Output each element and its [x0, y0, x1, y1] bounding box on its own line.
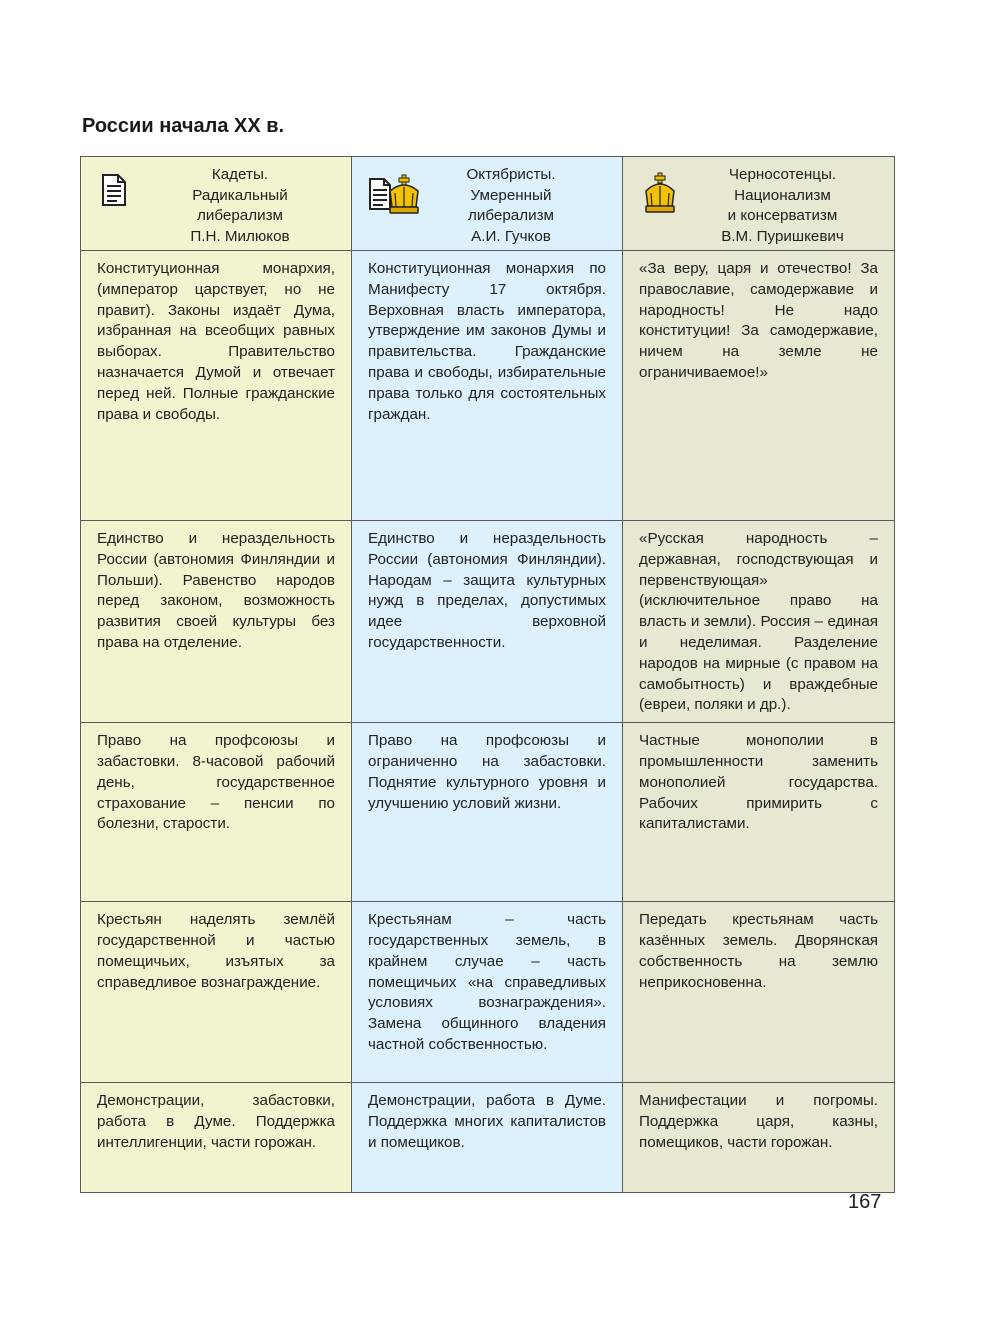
table-row	[81, 1083, 895, 1193]
header-black-hundreds	[623, 157, 895, 251]
table-cell: Право на профсоюзы и ограниченно на забастовки. Поднятие культурного уровня и улучшению условий жизни.	[352, 723, 623, 902]
header-cadets	[81, 157, 352, 251]
table-row	[81, 251, 895, 521]
parties-table	[80, 156, 895, 1193]
header-black-hundreds-text: Черносотенцы. Национализм и консерватизм В.М. Пуришкевич	[721, 166, 844, 245]
header-cadets-text: Кадеты. Радикальный либерализм П.Н. Милюков	[190, 166, 290, 245]
header-row	[81, 157, 895, 251]
table-row	[81, 521, 895, 723]
table-cell: Манифестации и погромы. Поддержка царя, казны, помещиков, части горожан.	[623, 1083, 895, 1193]
table-cell: Частные монополии в промышленности заменить монополией государства. Рабочих примирить с капиталистами.	[623, 723, 895, 902]
table-row	[81, 902, 895, 1083]
table-cell: Демонстрации, забастовки, работа в Думе. Поддержка интеллигенции, части горожан.	[81, 1083, 352, 1193]
table-cell: Единство и нераздельность России (автономия Финляндии). Народам – защита культурных нужд в пределах, допустимых идее верховной государственности.	[352, 521, 623, 723]
table-cell: Передать крестьянам часть казённых земель. Дворянская собственность на землю неприкосновенна.	[623, 902, 895, 1083]
crown-icon	[643, 171, 677, 222]
table-row	[81, 723, 895, 902]
table-cell: Крестьян наделять землёй государственной и частью помещичьих, изъятых за справедливое вознаграждение.	[81, 902, 352, 1083]
table-cell: Конституционная монархия по Манифесту 17 октября. Верховная власть императора, утверждение им законов Думы и правительства. Гражданские права и свободы, избирательные права только для состоятельных граждан.	[352, 251, 623, 521]
header-octobrists-text: Октябристы. Умеренный либерализм А.И. Гучков	[466, 166, 556, 245]
page-title: России начала XX в.	[82, 115, 285, 137]
table-cell: Крестьянам – часть государственных земель, в крайнем случае – часть помещичьих «на справедливых условиях вознаграждения». Замена общинного владения частной собственностью.	[352, 902, 623, 1083]
header-octobrists	[352, 157, 623, 251]
table-cell: «За веру, царя и отечество! За православие, самодержавие и народность! Не надо конституции! За самодержавие, ничем на земле не ограничиваемое!»	[623, 251, 895, 521]
document-icon	[101, 173, 127, 214]
table-cell: Единство и нераздельность России (автономия Финляндии и Польши). Равенство народов перед законом, возможность развития своей культуры без права на отделение.	[81, 521, 352, 723]
table-cell: Конституционная монархия, (император царствует, но не правит). Законы издаёт Дума, избранная на всеобщих равных выборах. Правительство назначается Думой и отвечает перед ней. Полные гражданские права и свободы.	[81, 251, 352, 521]
table-cell: «Русская народность – державная, господствующая и первенствующая» (исключительное право на власть и земли). Россия – единая и неделимая. Разделение народов на мирные (с правом на самобытность) и враждебные (евреи, поляки и др.).	[623, 521, 895, 723]
table-cell: Демонстрации, работа в Думе. Поддержка многих капиталистов и помещиков.	[352, 1083, 623, 1193]
page-number: 167	[848, 1191, 882, 1213]
table-cell: Право на профсоюзы и забастовки. 8-часовой рабочий день, государственное страхование – пенсии по болезни, старости.	[81, 723, 352, 902]
